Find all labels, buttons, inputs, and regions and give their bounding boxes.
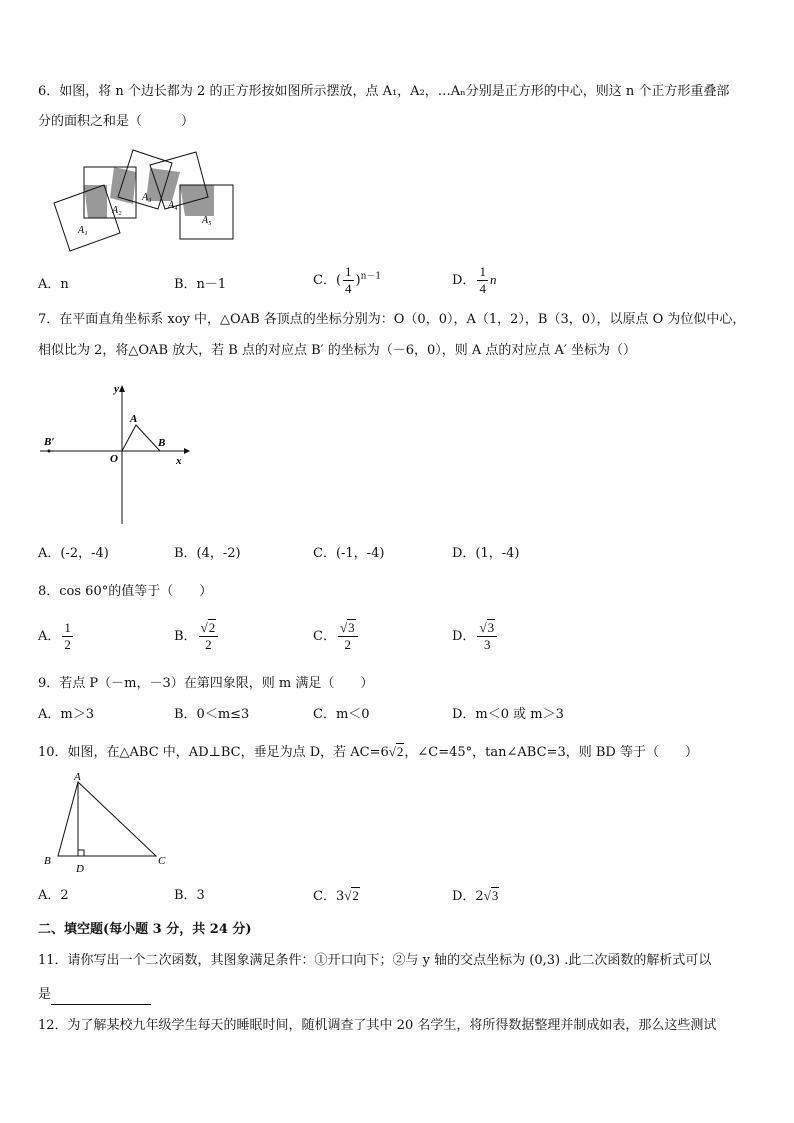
q9-option-b[interactable]: B．0＜m≤3 bbox=[174, 707, 250, 722]
q9-option-a[interactable]: A．m＞3 bbox=[38, 707, 94, 722]
q6-c-suffix: ) bbox=[355, 273, 361, 288]
q6-line2: 分的面积之和是（ ） bbox=[38, 114, 195, 129]
label-a1: A₁ bbox=[78, 225, 88, 236]
q10-triangle-figure bbox=[38, 770, 178, 880]
q7-option-c[interactable]: C．(-1，-4) bbox=[313, 546, 385, 561]
y-axis-arrow bbox=[119, 385, 125, 392]
label-a: A bbox=[130, 413, 138, 425]
q10-option-b[interactable]: B．3 bbox=[174, 888, 205, 903]
q8-option-d[interactable]: D． $\frac{√3}{3}$ bbox=[452, 620, 499, 653]
label-b-prime: B′ bbox=[44, 436, 55, 448]
q6-option-d[interactable] bbox=[452, 264, 496, 297]
q8-d-rad: 3 bbox=[487, 620, 495, 635]
q6-figure bbox=[50, 145, 240, 257]
q6-option-c[interactable] bbox=[313, 264, 381, 297]
q6-d-num: 1 bbox=[479, 264, 486, 279]
q7-option-d[interactable]: D．(1，-4) bbox=[452, 546, 520, 561]
q10-d-prefix: D．2 bbox=[452, 889, 484, 904]
label-a4: A₄ bbox=[168, 200, 178, 211]
right-angle-mark bbox=[78, 850, 84, 856]
q10-line1: 10．如图，在△ABC 中，AD⊥BC，垂足为点 D，若 AC=6√2，∠C=45°，tan∠ABC=3，则 BD 等于（ ） bbox=[38, 744, 698, 760]
q8-d-den: 3 bbox=[484, 637, 491, 652]
label-b: B bbox=[158, 437, 166, 449]
label-y: y bbox=[114, 383, 119, 395]
q8-option-b[interactable]: B． $\frac{√2}{2}$ bbox=[174, 620, 220, 653]
q8-c-rad: 3 bbox=[348, 620, 355, 635]
q10-d-rad: 3 bbox=[491, 888, 499, 903]
q10-option-a[interactable]: A．2 bbox=[38, 888, 69, 903]
q8-b-prefix: B． bbox=[174, 629, 197, 644]
q7-line1: 7．在平面直角坐标系 xoy 中，△OAB 各顶点的坐标分别为：O（0，0），A（1，2），B（3，0），以原点 O 为位似中心， bbox=[38, 312, 746, 327]
q8-line1: 8．cos 60°的值等于（ ） bbox=[38, 584, 213, 599]
q8-b-rad: 2 bbox=[208, 620, 216, 635]
q7-line2: 相似比为 2，将△OAB 放大，若 B 点的对应点 B′ 的坐标为（－6，0），则 A 点的对应点 A′ 坐标为（） bbox=[38, 343, 637, 358]
q11-line1: 11．请你写出一个二次函数，其图象满足条件：①开口向下；②与 y 轴的交点坐标为 (0,3) .此二次函数的解析式可以 bbox=[38, 953, 712, 968]
q6-d-prefix: D． bbox=[452, 273, 476, 288]
label-a3: A₃ bbox=[142, 192, 152, 203]
label-x: x bbox=[176, 455, 182, 467]
x-axis-arrow bbox=[184, 448, 190, 454]
q8-d-prefix: D． bbox=[452, 629, 476, 644]
q10-c-prefix: C．3 bbox=[313, 889, 345, 904]
label-a: A bbox=[74, 771, 81, 783]
q8-option-c[interactable]: C． $\frac{√3}{2}$ bbox=[313, 620, 360, 653]
q8-a-num: 1 bbox=[64, 620, 71, 635]
q11-line2-text: 是 bbox=[38, 987, 52, 1002]
q10-option-d[interactable]: D．2√3 bbox=[452, 888, 499, 904]
point-b-prime bbox=[48, 450, 51, 453]
q6-c-num: 1 bbox=[345, 264, 352, 279]
label-a2: A₂ bbox=[112, 205, 122, 216]
q6-c-prefix: C．( bbox=[313, 273, 342, 288]
q8-a-prefix: A． bbox=[38, 629, 61, 644]
q12-line1: 12．为了解某校九年级学生每天的睡眠时间，随机调查了其中 20 名学生，将所得数据整理并制成如表，那么这些测试 bbox=[38, 1018, 717, 1033]
q8-c-den: 2 bbox=[344, 637, 352, 652]
q8-option-a[interactable] bbox=[38, 620, 75, 653]
q8-c-prefix: C． bbox=[313, 629, 336, 644]
q6-option-a[interactable]: A．n bbox=[38, 277, 69, 292]
q7-coordinate-figure bbox=[36, 380, 196, 530]
q11-answer-blank[interactable] bbox=[51, 990, 151, 1005]
overlap-1 bbox=[84, 185, 107, 218]
q6-c-den: 4 bbox=[345, 281, 352, 296]
label-b: B bbox=[44, 855, 51, 867]
q11-line2 bbox=[38, 985, 758, 1005]
triangle-oab bbox=[122, 425, 160, 451]
q6-option-b[interactable]: B．n－1 bbox=[174, 277, 227, 292]
triangle-abc bbox=[58, 782, 156, 856]
q9-line1: 9．若点 P（－m，－3）在第四象限，则 m 满足（ ） bbox=[38, 676, 374, 691]
q9-option-d[interactable]: D．m＜0 或 m＞3 bbox=[452, 707, 564, 722]
q6-d-den: 4 bbox=[479, 281, 486, 296]
q10-text-pre: 10．如图，在△ABC 中，AD⊥BC，垂足为点 D，若 AC=6 bbox=[38, 745, 389, 760]
section-2-heading: 二、填空题(每小题 3 分，共 24 分) bbox=[38, 922, 252, 937]
q7-option-a[interactable]: A．(-2，-4) bbox=[38, 546, 109, 561]
q6-line1: 6．如图，将 n 个边长都为 2 的正方形按如图所示摆放，点 A₁，A₂，…Aₙ分别是正方形的中心，则这 n 个正方形重叠部 bbox=[38, 84, 730, 99]
q6-d-suffix: n bbox=[489, 272, 497, 287]
q6-c-exp: n－1 bbox=[360, 271, 382, 282]
q7-option-b[interactable]: B．(4，-2) bbox=[174, 546, 241, 561]
q10-text-post: ，∠C=45°，tan∠ABC=3，则 BD 等于（ ） bbox=[404, 745, 698, 760]
label-c: C bbox=[158, 855, 166, 867]
label-d: D bbox=[76, 863, 84, 875]
q8-b-den: 2 bbox=[205, 637, 212, 652]
q9-option-c[interactable]: C．m＜0 bbox=[313, 707, 370, 722]
q10-rad: 2 bbox=[396, 744, 404, 759]
q10-option-c[interactable]: C．3√2 bbox=[313, 888, 359, 904]
label-o: O bbox=[110, 453, 118, 465]
q10-c-rad: 2 bbox=[352, 888, 359, 903]
label-a5: A₅ bbox=[202, 215, 212, 226]
q8-a-den: 2 bbox=[64, 637, 71, 652]
